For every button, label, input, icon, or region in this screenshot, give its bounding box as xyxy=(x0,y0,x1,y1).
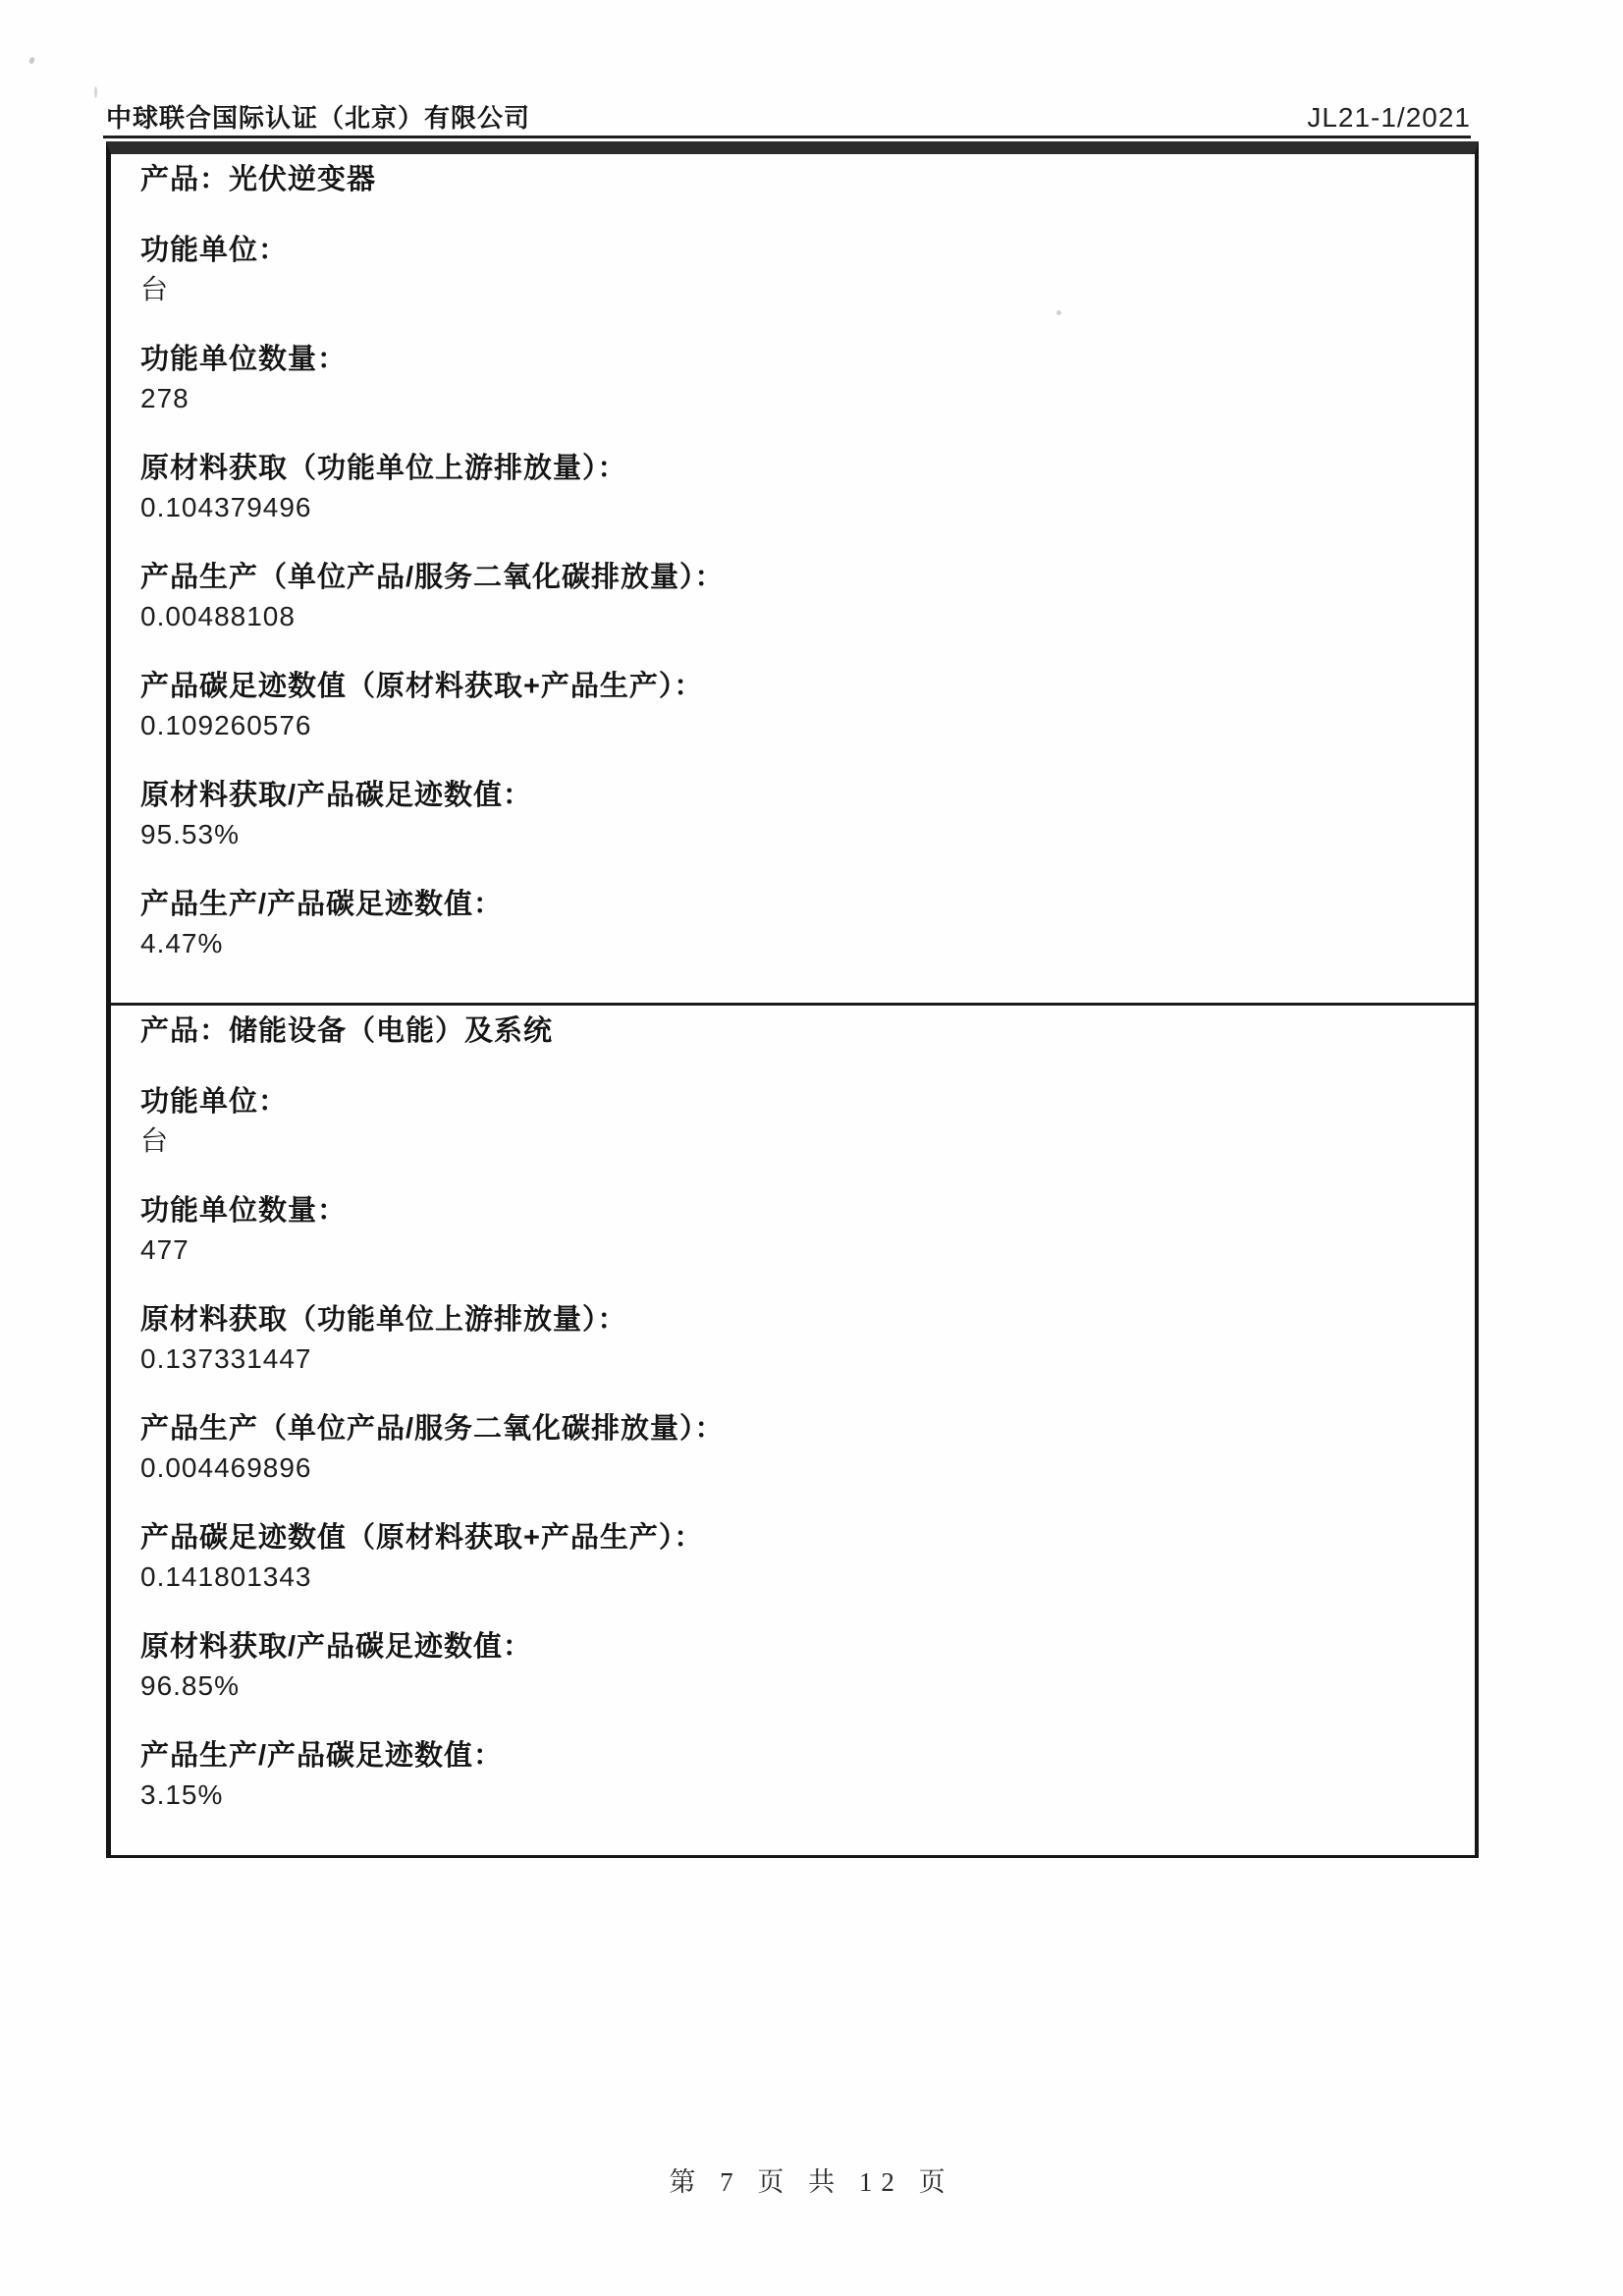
field-value: 台 xyxy=(140,274,170,304)
field-group xyxy=(140,886,1475,962)
field-group xyxy=(140,668,1475,744)
field-value: 477 xyxy=(140,1234,189,1265)
field-label: 功能单位数量： xyxy=(140,344,348,375)
field-group xyxy=(140,232,1475,308)
field-group xyxy=(140,1737,1475,1814)
product-data-table xyxy=(106,141,1479,1858)
page-footer xyxy=(0,2160,1623,2199)
field-label: 产品碳足迹数值（原材料获取+产品生产）： xyxy=(140,1522,704,1554)
field-group xyxy=(140,450,1475,526)
header-divider xyxy=(103,136,1471,138)
page-number: 第 7 页 共 12 页 xyxy=(669,2167,954,2197)
product-title: 产品：储能设备（电能）及系统 xyxy=(140,1015,554,1047)
field-value: 0.004469896 xyxy=(140,1452,312,1483)
field-group xyxy=(140,1301,1475,1378)
field-value: 0.00488108 xyxy=(140,601,296,631)
field-group xyxy=(140,341,1475,417)
field-value: 0.141801343 xyxy=(140,1561,312,1592)
field-label: 原材料获取（功能单位上游排放量）： xyxy=(140,453,627,484)
field-label: 产品碳足迹数值（原材料获取+产品生产）： xyxy=(140,671,704,702)
scan-artifact xyxy=(1056,310,1061,315)
product-section-pv-inverter xyxy=(111,154,1475,1003)
field-value: 0.104379496 xyxy=(140,492,312,522)
field-label: 产品生产/产品碳足迹数值： xyxy=(140,1740,504,1772)
scan-artifact xyxy=(501,1321,505,1325)
company-name: 中球联合国际认证（北京）有限公司 xyxy=(106,103,531,133)
field-group xyxy=(140,1628,1475,1705)
document-number: JL21-1/2021 xyxy=(1307,102,1471,133)
field-label: 原材料获取（功能单位上游排放量）： xyxy=(140,1304,627,1336)
field-group xyxy=(140,1083,1475,1160)
field-value: 0.137331447 xyxy=(140,1343,312,1374)
field-group xyxy=(140,559,1475,635)
field-group xyxy=(140,1410,1475,1487)
field-value: 3.15% xyxy=(140,1779,224,1810)
scan-artifact xyxy=(28,56,35,64)
field-label: 功能单位： xyxy=(140,1086,289,1118)
field-label: 原材料获取/产品碳足迹数值： xyxy=(140,1631,533,1663)
field-group xyxy=(140,1519,1475,1596)
product-section-energy-storage xyxy=(111,1003,1475,1855)
field-group xyxy=(140,1192,1475,1269)
field-value: 95.53% xyxy=(140,819,240,849)
field-label: 原材料获取/产品碳足迹数值： xyxy=(140,780,533,811)
field-value: 4.47% xyxy=(140,928,224,958)
scan-artifact xyxy=(94,86,97,98)
field-value: 96.85% xyxy=(140,1670,240,1701)
page-header xyxy=(106,98,1471,135)
field-group xyxy=(140,777,1475,853)
field-label: 产品生产/产品碳足迹数值： xyxy=(140,889,504,920)
field-value: 278 xyxy=(140,383,189,413)
field-label: 功能单位数量： xyxy=(140,1195,348,1227)
field-label: 产品生产（单位产品/服务二氧化碳排放量）： xyxy=(140,562,725,593)
field-label: 产品生产（单位产品/服务二氧化碳排放量）： xyxy=(140,1413,725,1445)
field-value: 0.109260576 xyxy=(140,710,312,740)
field-value: 台 xyxy=(140,1125,170,1156)
product-title: 产品：光伏逆变器 xyxy=(140,164,377,195)
field-label: 功能单位： xyxy=(140,235,289,266)
